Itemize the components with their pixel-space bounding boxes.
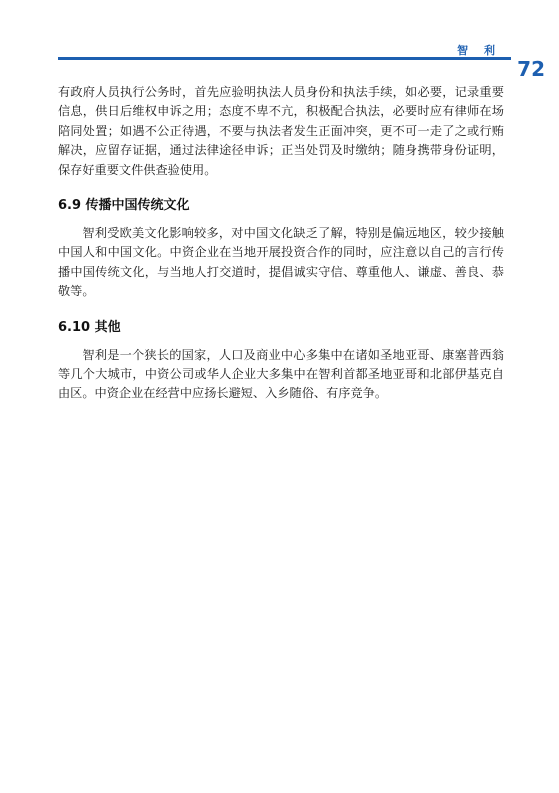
section-paragraph-6-10: 智利是一个狭长的国家，人口及商业中心多集中在诸如圣地亚哥、康塞普西翁等几个大城市，中资公司或华人企业大多集中在智利首都圣地亚哥和北部伊基克自由区。中资企业在经营中应扬长避短、入乡随俗、有序竞争。 (58, 347, 504, 401)
header-divider (58, 57, 511, 60)
section-heading-6-9: 6.9 传播中国传统文化 (58, 198, 190, 214)
section-paragraph-6-9: 智利受欧美文化影响较多，对中国文化缺乏了解，特别是偏远地区，较少接触中国人和中国文化。中资企业在当地开展投资合作的同时，应注意以自己的言行传播中国传统文化，与当地人打交道时，提倡诚实守信、尊重他人、谦虚、善良、恭敬等。 (58, 226, 504, 299)
intro-paragraph: 有政府人员执行公务时，首先应验明执法人员身份和执法手续，如必要，记录重要信息，供日后维权申诉之用；态度不卑不亢，积极配合执法，必要时应有律师在场陪同处置；如遇不公正待遇，不要与执法者发生正面冲突，更不可一走了之或行贿解决，应留存证据，通过法律途径申诉；正当处罚及时缴纳；随身携带身份证明，保存好重要文件供查验使用。 (58, 85, 504, 177)
page-body (58, 83, 504, 404)
running-header-country: 智 利 (457, 44, 501, 57)
page-number: 72 (517, 57, 545, 81)
section-heading-6-10: 6.10 其他 (58, 319, 121, 335)
